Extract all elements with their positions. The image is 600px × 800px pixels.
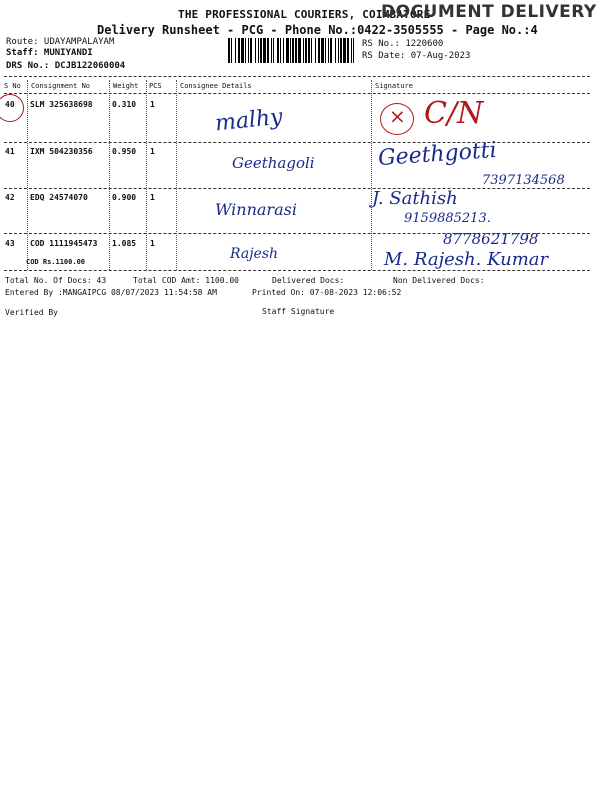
barcode-image <box>228 38 356 63</box>
printed-on: Printed On: 07-08-2023 12:06:52 <box>252 288 402 297</box>
staff-signature-label: Staff Signature <box>262 307 335 316</box>
col-separator <box>371 80 372 270</box>
consignee-handwriting: Winnarasi <box>215 200 297 219</box>
col-separator <box>27 80 28 270</box>
row-consignment-no: EDQ 24574070 <box>30 193 88 202</box>
col-separator <box>146 80 147 270</box>
verified-by-label: Verified By <box>5 308 58 317</box>
row-weight: 0.900 <box>112 193 137 202</box>
row-pcs: 1 <box>150 100 155 109</box>
total-cod-amount: Total COD Amt: 1100.00 <box>133 276 239 285</box>
col-consignment-header: Consignment No <box>31 82 91 90</box>
row-pcs: 1 <box>150 193 155 202</box>
rs-date: RS Date: 07-Aug-2023 <box>362 51 471 61</box>
total-docs: Total No. Of Docs: 43 <box>5 276 107 285</box>
signature-handwriting: M. Rajesh. Kumar <box>384 249 549 270</box>
row-weight: 0.950 <box>112 147 137 156</box>
row-pcs: 1 <box>150 239 155 248</box>
row-sno: 40 <box>5 100 15 109</box>
signature-handwriting: Geethgotti <box>377 137 498 172</box>
row-divider <box>4 270 590 271</box>
col-weight-header: Weight <box>113 82 139 90</box>
row-weight: 0.310 <box>112 100 137 109</box>
col-signature-header: Signature <box>375 82 413 90</box>
company-name: THE PROFESSIONAL COURIERS, COIMBATORE <box>178 8 431 21</box>
col-consignee-header: Consignee Details <box>180 82 252 90</box>
row-pcs: 1 <box>150 147 155 156</box>
row-divider <box>4 142 590 143</box>
signature-handwriting: J. Sathish <box>372 188 458 209</box>
consignee-handwriting: Geethagoli <box>232 154 315 172</box>
runsheet-title: Delivery Runsheet - PCG - Phone No.:0422-3505555 - Page No.:4 <box>97 23 538 37</box>
delivered-docs: Delivered Docs: <box>272 276 345 285</box>
non-delivered-docs: Non Delivered Docs: <box>393 276 485 285</box>
row-sno: 43 <box>5 239 15 248</box>
row-sno: 42 <box>5 193 15 202</box>
rs-number: RS No.: 1220600 <box>362 39 444 49</box>
staff-label: Staff: MUNIYANDI <box>6 48 93 58</box>
col-separator <box>176 80 177 270</box>
col-pcs-header: PCS <box>149 82 162 90</box>
row-divider <box>4 188 590 189</box>
consignee-handwriting: malhy <box>213 104 284 137</box>
col-separator <box>109 80 110 270</box>
drs-number: DRS No.: DCJB122060004 <box>6 61 126 71</box>
row-sno: 41 <box>5 147 15 156</box>
phone-handwriting: 8778621798 <box>443 230 539 248</box>
document-delivery-stamp: DOCUMENT DELIVERY <box>381 2 597 22</box>
consignee-handwriting: Rajesh <box>230 246 279 262</box>
entered-by: Entered By :MANGAIPCG 08/07/2023 11:54:58 AM <box>5 288 217 297</box>
row-weight: 1.085 <box>112 239 137 248</box>
column-header-divider <box>4 93 590 94</box>
signature-handwriting: C/N <box>424 96 484 131</box>
phone-handwriting: 7397134568 <box>482 173 565 188</box>
phone-handwriting: 9159885213. <box>404 211 491 226</box>
row-consignment-no: SLM 325638698 <box>30 100 93 109</box>
header-divider <box>4 76 590 77</box>
route-label: Route: UDAYAMPALAYAM <box>6 37 115 47</box>
row-consignment-no: COD 1111945473 <box>30 239 98 248</box>
cod-amount-note: COD Rs.1100.00 <box>26 258 86 266</box>
col-sno-header: S No <box>4 82 21 90</box>
row-consignment-no: IXM 504230356 <box>30 147 93 156</box>
